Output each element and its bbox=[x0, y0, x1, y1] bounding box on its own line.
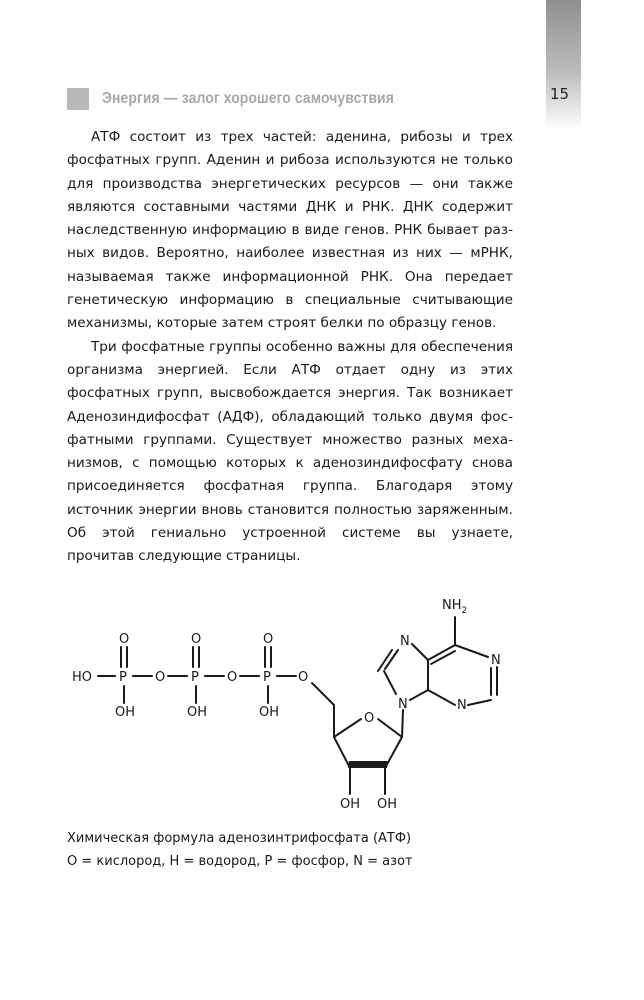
caption-line: Химическая формула аденозинтрифосфата (АТФ) bbox=[67, 831, 412, 846]
atom-o-double: O bbox=[263, 632, 274, 647]
chapter-header bbox=[67, 88, 426, 110]
atp-structural-formula bbox=[60, 575, 530, 825]
atom-n3: N bbox=[457, 698, 467, 713]
caption-line: O = кислород, H = водород, P = фосфор, N = азот bbox=[67, 854, 413, 869]
paragraph: Три фосфатные группы особенно важны для обеспечения организма энергией. Если АТФ отдает одну из этих фосфатных групп, высвобождается энергия. Так возникает Аденозиндифосфат (АДФ), обладающий только двумя фосфатными группами. Существует множество разных механизмов, с помощью которых к аденозиндифосфату снова присоединяется фосфатная группа. Благодаря этому источник энергии вновь становится полностью заряженным. Об этой гениально устроенной системе вы узнаете, прочитав следующие страницы. bbox=[67, 338, 513, 565]
chapter-title: Энергия — залог хорошего самочувствия bbox=[102, 90, 394, 107]
paragraph: АТФ состоит из трех частей: аденина, рибозы и трех фосфатных групп. Аденин и рибоза используются не только для производства энергетических ресурсов — они также являются составными частями ДНК и РНК. ДНК содержит наследственную информацию в виде генов. РНК бывает разных видов. Вероятно, наиболее известная из них — мРНК, называемая также информационной РНК. Она передает генетическую информацию в специальные считывающие механизмы, которые затем строят белки по образцу генов. bbox=[67, 129, 513, 332]
atom-o-bridge: O bbox=[298, 670, 309, 685]
atom-oh: OH bbox=[187, 705, 208, 720]
page-edge-tab bbox=[546, 0, 581, 130]
atom-o-bridge: O bbox=[155, 670, 166, 685]
atom-oh: OH bbox=[259, 705, 280, 720]
body-text bbox=[67, 126, 513, 569]
atom-oh: OH bbox=[340, 797, 361, 812]
page-number: 15 bbox=[550, 85, 570, 103]
figure-caption bbox=[67, 827, 413, 873]
atom-p1: P bbox=[119, 670, 127, 685]
atom-p3: P bbox=[263, 670, 271, 685]
atom-nh2-label: NH bbox=[442, 598, 462, 613]
atom-oh: OH bbox=[377, 797, 398, 812]
header-square-icon bbox=[67, 88, 89, 110]
atom-o-bridge: O bbox=[227, 670, 238, 685]
atom-n9: N bbox=[398, 697, 408, 712]
atom-p2: P bbox=[191, 670, 199, 685]
atom-n1: N bbox=[491, 653, 501, 668]
atom-n7: N bbox=[400, 634, 410, 649]
atom-o-double: O bbox=[119, 632, 130, 647]
atom-nh2 bbox=[442, 598, 467, 616]
atom-nh2-subscript: 2 bbox=[461, 606, 468, 616]
atom-o-ring: O bbox=[364, 711, 375, 726]
atom-ho: HO bbox=[72, 670, 93, 685]
atom-oh: OH bbox=[115, 705, 136, 720]
atom-o-double: O bbox=[191, 632, 202, 647]
